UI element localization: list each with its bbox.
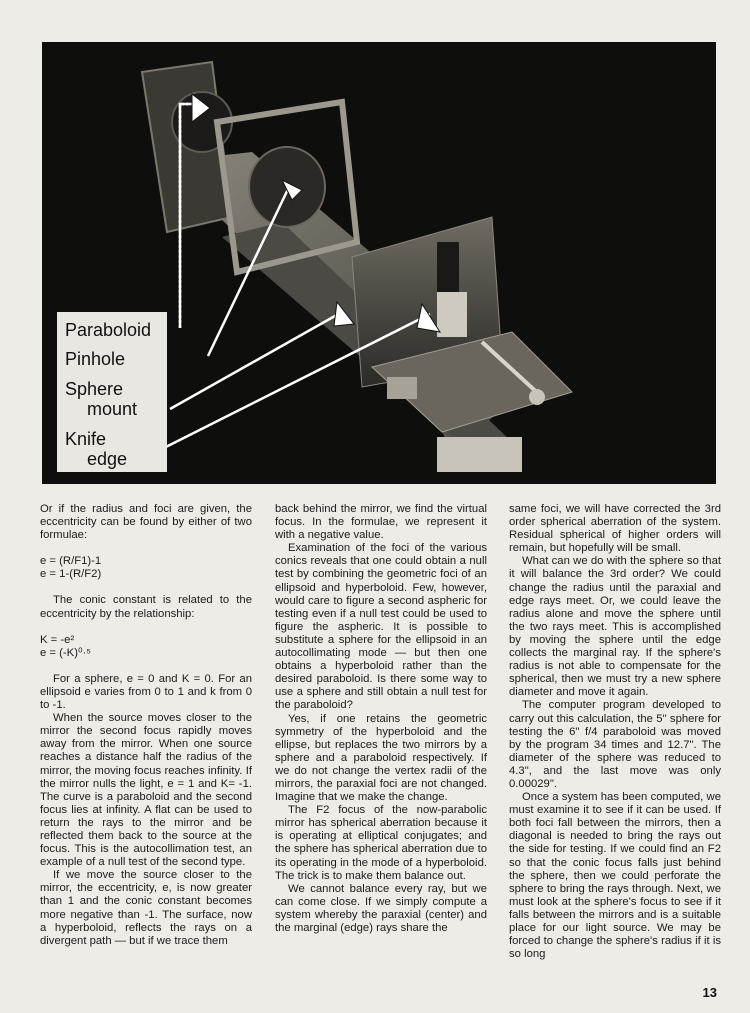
formula-eccentricity-f2: e = 1-(R/F2) <box>40 568 102 581</box>
text-column-3 <box>509 503 721 961</box>
knife-edge-block <box>437 292 467 337</box>
paragraph: If we move the source closer to the mirror, the eccentricity, e, is now greater than 1 and the conic constant becomes more negative than -1. The surface, now a hyperboloid, reflects the rays on a divergent path — but if we trace them <box>40 869 252 947</box>
label-knife-line1: Knife <box>65 429 107 449</box>
label-sphere-line2: mount <box>87 399 138 419</box>
support-block <box>437 437 522 472</box>
label-paraboloid: Paraboloid <box>65 320 152 340</box>
label-pinhole: Pinhole <box>65 349 126 369</box>
paragraph: We cannot balance every ray, but we can come close. If we simply compute a system whereby the paraxial (center) and the marginal (edge) rays share the <box>275 882 487 934</box>
label-knife-line2: edge <box>87 449 128 469</box>
paragraph: Once a system has been computed, we must examine it to see if it can be used. If both foci fall between the mirrors, then a diagonal is needed to bring the rays out the side for testing. If we could find an F2 so that the conic focus falls just behind the sphere, then we could perforate the sphere to bring the rays through. Next, we must look at the sphere's focus to see if it falls between the mirrors and is a suitable place for our light source. We may be forced to change the sphere's radius if it is so long <box>509 791 721 961</box>
paragraph: The computer program developed to carry out this calculation, the 5" sphere for testing the 6" f/4 paraboloid was moved by the program 34 times and 12.7". The diameter of the sphere was reduced to 4.3", and the last move was only 0.00029". <box>509 699 721 790</box>
paragraph: back behind the mirror, we find the virtual focus. In the formulae, we represent it with a negative value. <box>275 503 487 542</box>
paragraph: Examination of the foci of the various conics reveals that one could obtain a null test by combining the geometric foci of an ellipsoid and hyperboloid. Few, however, would care to figure a second aspheric for testing even if a null test could be used to figure the aspheric. It is possible to substitute a sphere for the ellipsoid in an autocollimating mode — but then one obtains a hyperboloid rather than the desired paraboloid. Is there some way to use a sphere and still obtain a null test for the paraboloid? <box>275 542 487 712</box>
paragraph: For a sphere, e = 0 and K = 0. For an ellipsoid e varies from 0 to 1 and k from 0 to -1. <box>40 672 252 712</box>
paragraph: Or if the radius and foci are given, the eccentricity can be found by either of two formulae: <box>40 503 252 542</box>
paragraph: same foci, we will have corrected the 3rd order spherical aberration of the system. Residual spherical of higher orders will remain, but hopefully will be small. <box>509 503 721 555</box>
sphere-pointer <box>170 312 342 409</box>
apparatus-photo <box>42 42 716 484</box>
paragraph: When the source moves closer to the mirror the second focus rapidly moves away from the mirror. When one source reaches a distance half the radius of the mirror, the moving focus reaches infinity. If the mirror nulls the light, e = 1 and K= -1. The curve is a paraboloid and the second focus lies at infinity. A flat can be used to return the rays to the mirror and be reflected them back to the source at the focus. This is the autocollimation test, an example of a null test of the second type. <box>40 712 252 869</box>
formula-eccentricity-f1: e = (R/F1)-1 <box>40 555 102 568</box>
paragraph: What can we do with the sphere so that it will balance the 3rd order? We could change the radius until the paraxial and edge rays meet. Or, we could leave the radius alone and move the sphere until the two rays meet. This is accomplished by moving the sphere until the edge collects the marginal ray. If the sphere's radius is not able to compensate for the spherical, then we must try a new sphere diameter and move it again. <box>509 555 721 699</box>
paragraph: Yes, if one retains the geometric symmetry of the hyperboloid and the ellipse, but replaces the two mirrors by a sphere and a paraboloid respectively. If we do not change the vertex radii of the mirrors, the paraxial foci are not changed. Imagine that we make the change. <box>275 712 487 804</box>
text-column-1 <box>40 503 252 948</box>
formula-eccentricity-from-k: e = (-K)⁰·⁵ <box>40 646 91 659</box>
label-sphere-line1: Sphere <box>65 379 124 399</box>
paragraph: The F2 focus of the now-parabolic mirror has spherical aberration because it is operating at elliptical conjugates; and the sphere has spherical aberration due to its operating in the mode of a hyperboloid. The trick is to make them balance out. <box>275 804 487 882</box>
formula-conic-constant: K = -e² <box>40 633 75 646</box>
paragraph: The conic constant is related to the eccentricity by the relationship: <box>40 594 252 620</box>
knife-edge-pointer <box>140 314 430 460</box>
text-column-2 <box>275 503 487 935</box>
page-number: 13 <box>702 985 717 1000</box>
